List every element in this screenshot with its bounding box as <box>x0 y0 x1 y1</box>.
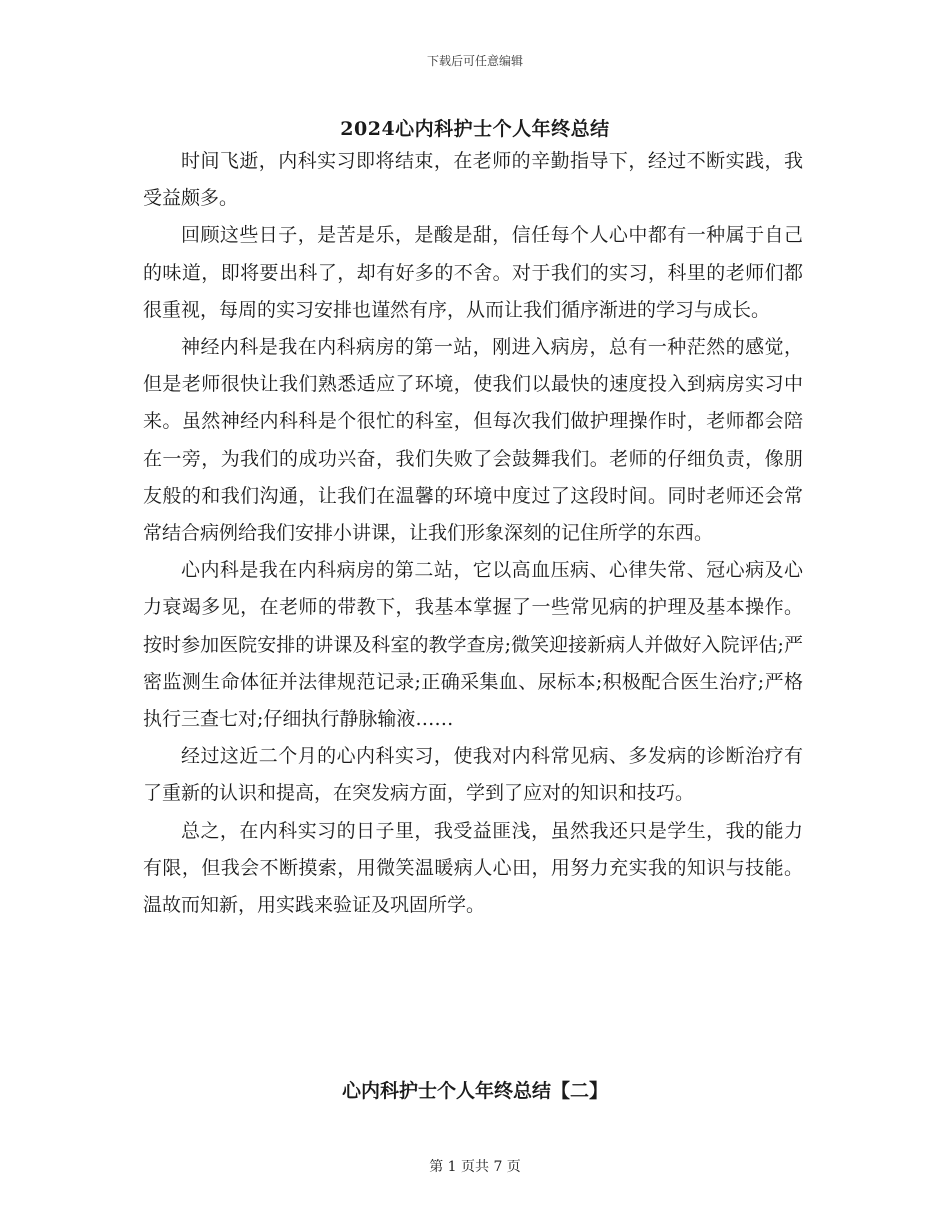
section-title: 心内科护士个人年终总结【二】 <box>341 1080 608 1102</box>
document-title: 2024心内科护士个人年终总结 <box>340 118 610 140</box>
page-number: 第 1 页共 7 页 <box>429 1159 521 1175</box>
paragraph: 总之，在内科实习的日子里，我受益匪浅，虽然我还只是学生，我的能力有限，但我会不断摸索，用微笑温暖病人心田，用努力充实我的知识与技能。温故而知新，用实践来验证及巩固所学。 <box>143 819 803 917</box>
paragraph: 神经内科是我在内科病房的第一站，刚进入病房，总有一种茫然的感觉，但是老师很快让我们熟悉适应了环境，使我们以最快的速度投入到病房实习中来。虽然神经内科科是个很忙的科室，但每次我们做护理操作时，老师都会陪在一旁，为我们的成功兴奋，我们失败了会鼓舞我们。老师的仔细负责，像朋友般的和我们沟通，让我们在温馨的环境中度过了这段时间。同时老师还会常常结合病例给我们安排小讲课，让我们形象深刻的记住所学的东西。 <box>143 336 803 545</box>
paragraph: 时间飞逝，内科实习即将结束，在老师的辛勤指导下，经过不断实践，我受益颇多。 <box>143 150 803 210</box>
paragraph: 回顾这些日子，是苦是乐，是酸是甜，信任每个人心中都有一种属于自己的味道，即将要出科了，却有好多的不舍。对于我们的实习，科里的老师们都很重视，每周的实习安排也谨然有序，从而让我们循序渐进的学习与成长。 <box>143 224 803 321</box>
document-body <box>143 143 803 924</box>
paragraph: 心内科是我在内科病房的第二站，它以高血压病、心律失常、冠心病及心力衰竭多见，在老师的带教下，我基本掌握了一些常见病的护理及基本操作。按时参加医院安排的讲课及科室的教学查房;微笑迎接新病人并做好入院评估;严密监测生命体征并法律规范记录;正确采集血、尿标本;积极配合医生治疗;严格执行三查七对;仔细执行静脉输液…… <box>143 559 803 731</box>
paragraph: 经过这近二个月的心内科实习，使我对内科常见病、多发病的诊断治疗有了重新的认识和提高，在突发病方面，学到了应对的知识和技巧。 <box>143 745 803 805</box>
page-header-note: 下载后可任意编辑 <box>426 54 523 68</box>
